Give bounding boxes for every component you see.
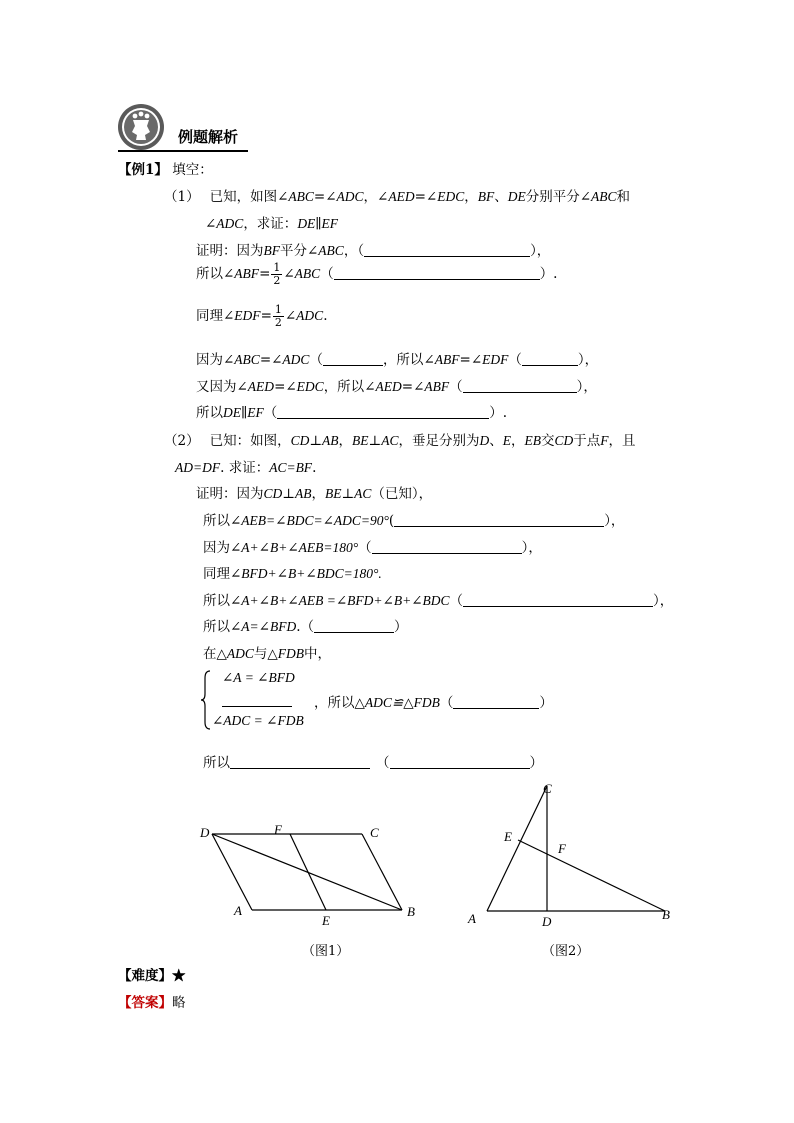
text: ，	[338, 433, 353, 449]
answer-blank[interactable]	[277, 404, 489, 419]
text: ，所以	[323, 379, 365, 395]
answer-value: 略	[172, 995, 186, 1011]
answer-blank[interactable]	[453, 694, 539, 709]
segment-fe	[290, 834, 326, 910]
label-b: B	[662, 907, 670, 922]
answer-blank[interactable]	[323, 351, 383, 366]
fraction-half	[271, 262, 282, 287]
denominator: 2	[274, 316, 282, 329]
text: .	[296, 619, 301, 635]
text: 交	[541, 433, 555, 449]
math: ∠EDF	[223, 308, 261, 323]
math: BE⊥AC	[352, 433, 399, 448]
math: ∠AEB=∠BDC=∠ADC=90°	[230, 513, 389, 528]
text: 平分	[280, 243, 307, 259]
text: ）.	[489, 405, 508, 421]
math: ∠AED	[364, 379, 402, 394]
sys-conclusion	[314, 691, 553, 711]
label-a: A	[234, 903, 242, 918]
math: ∠ADC	[325, 189, 364, 204]
label-d: D	[200, 825, 210, 840]
text: 与	[253, 646, 268, 662]
p2-line2	[175, 456, 316, 476]
text: ，	[511, 433, 525, 449]
text: 已知，如图	[209, 189, 278, 205]
left-brace	[201, 670, 211, 730]
segment-da	[212, 834, 252, 910]
text: （	[309, 352, 323, 368]
text: ）	[529, 755, 543, 771]
text: 、	[494, 189, 508, 205]
p1-step4	[196, 348, 598, 368]
p2-step4	[203, 562, 382, 582]
denominator: 2	[273, 274, 281, 287]
text: 、	[489, 433, 503, 449]
math: ∠ABC	[277, 189, 314, 204]
text: ），	[530, 243, 551, 259]
answer-blank[interactable]	[222, 692, 292, 707]
p1-line1	[164, 185, 630, 205]
figure2	[462, 778, 682, 928]
math: △FDB	[267, 646, 305, 661]
math: BE⊥AC	[324, 486, 372, 501]
figure1	[190, 820, 430, 930]
answer-blank[interactable]	[463, 378, 577, 393]
math: ∠ABF	[413, 379, 450, 394]
math: ∠AED	[377, 189, 415, 204]
text: ），	[577, 352, 599, 368]
math: CD⊥AB	[263, 486, 312, 501]
text: 已知：如图，	[209, 433, 291, 449]
text: 所以	[196, 405, 223, 421]
answer-blank[interactable]	[463, 592, 653, 607]
text: （	[449, 593, 464, 609]
example-task: 填空：	[172, 162, 213, 178]
segment-db	[212, 834, 402, 910]
text: .	[312, 460, 317, 476]
text: =	[259, 352, 272, 368]
text: ），	[653, 593, 674, 609]
text: =	[459, 352, 471, 368]
text: 所以	[203, 593, 230, 609]
text: （	[376, 755, 390, 771]
p1-step6	[196, 401, 507, 421]
math: △ADC	[216, 646, 254, 661]
math: EB	[524, 433, 541, 448]
star-icon: ★	[172, 968, 186, 984]
text: 所以	[196, 266, 223, 282]
text: ，所以	[382, 352, 424, 368]
p1-number: （1）	[164, 189, 200, 205]
math: ∠ABC	[223, 352, 260, 367]
text: =	[313, 189, 326, 205]
answer-blank[interactable]	[230, 754, 370, 769]
text: （	[320, 266, 334, 282]
math: DE∥EF	[223, 405, 264, 420]
math: ∠ABC	[579, 189, 617, 204]
text: ，	[311, 486, 325, 502]
p2-step2	[203, 509, 624, 529]
text: （	[508, 352, 522, 368]
text: (	[388, 513, 395, 529]
label-b: B	[407, 904, 415, 919]
math: ∠ADC	[205, 216, 244, 231]
fraction-half	[273, 304, 284, 329]
math: ∠EDC	[285, 379, 324, 394]
p2-line1	[164, 429, 636, 449]
numerator: 1	[273, 261, 281, 274]
text: ）	[394, 619, 408, 635]
difficulty-label: 【难度】	[118, 968, 172, 984]
text: ，	[343, 243, 358, 259]
text: 因为	[196, 352, 223, 368]
label-f: F	[558, 841, 566, 856]
math: E	[502, 433, 511, 448]
text: （	[358, 540, 372, 556]
answer	[118, 991, 186, 1011]
math: ∠A=∠BFD	[230, 619, 297, 634]
text: 和	[616, 189, 631, 205]
math: ∠BFD+∠B+∠BDC=180°.	[230, 566, 382, 581]
text: .	[323, 308, 328, 324]
text: ）.	[539, 266, 558, 282]
text: 同理	[203, 566, 230, 582]
label-e: E	[504, 829, 512, 844]
text: ），	[521, 540, 542, 556]
figure1-caption: （图1）	[302, 944, 350, 959]
answer-blank[interactable]	[334, 265, 540, 280]
section-title: 例题解析	[178, 128, 239, 146]
text: 因为	[203, 540, 230, 556]
text: ，且	[608, 433, 636, 449]
answer-blank[interactable]	[364, 242, 530, 257]
answer-blank[interactable]	[314, 618, 394, 633]
text: 同理	[196, 308, 223, 324]
p1-step5	[196, 375, 597, 395]
p2-step7	[203, 642, 331, 662]
math: AD=DF	[175, 460, 221, 475]
label-e: E	[322, 913, 330, 928]
p2-step5	[203, 589, 673, 609]
label-f: F	[274, 822, 282, 837]
text: . 求证：	[220, 460, 270, 476]
p2-step6	[203, 615, 408, 635]
text: ，垂足分别为	[398, 433, 480, 449]
text: ，求证：	[243, 216, 298, 232]
p2-step9	[203, 751, 543, 771]
text: 所以	[203, 755, 230, 771]
label-a: A	[468, 911, 476, 926]
text: ，	[464, 189, 478, 205]
text: =	[401, 379, 414, 395]
numerator: 1	[274, 303, 282, 316]
math: △ADC≌△FDB	[354, 695, 440, 710]
text: ，	[363, 189, 378, 205]
math: CD⊥AB	[290, 433, 339, 448]
math: BF	[263, 243, 280, 258]
p2-step3	[203, 536, 542, 556]
label-c: C	[543, 781, 552, 796]
label-d: D	[542, 914, 552, 928]
text: （	[439, 695, 454, 711]
math: ∠A+∠B+∠AEB =∠BFD+∠B+∠BDC	[230, 593, 450, 608]
label-c: C	[370, 825, 379, 840]
text: 所以	[203, 513, 230, 529]
math: CD	[554, 433, 574, 448]
text: ），	[576, 379, 597, 395]
text: =	[274, 379, 286, 395]
difficulty	[118, 964, 186, 984]
text: =	[259, 266, 271, 282]
answer-blank[interactable]	[522, 351, 578, 366]
text: （	[300, 619, 315, 635]
example-label: 【例1】	[118, 162, 168, 178]
text: =	[414, 189, 426, 205]
math: ∠ADC	[271, 352, 310, 367]
math: F	[600, 433, 609, 448]
segment-ac	[487, 786, 547, 911]
example-heading	[118, 158, 213, 178]
text: 在	[203, 646, 217, 662]
p1-line2	[205, 212, 338, 232]
text: 分别平分	[525, 189, 580, 205]
segment-eb	[518, 840, 665, 911]
math: ∠ABF	[223, 266, 260, 281]
text: 中，	[304, 646, 332, 662]
math: ∠A+∠B+∠AEB=180°	[230, 540, 359, 555]
math: ∠ABC	[307, 243, 344, 258]
math: ∠EDC	[425, 189, 465, 204]
sys-line3: ∠ADC = ∠FDB	[212, 713, 304, 728]
math: BF	[477, 189, 495, 204]
text: （	[357, 243, 365, 259]
p2-step1	[196, 482, 432, 502]
text: ，所以	[314, 695, 355, 711]
math: D	[479, 433, 490, 448]
p1-step1	[196, 239, 550, 259]
math: AC=BF	[269, 460, 313, 475]
sys-line1: ∠A = ∠BFD	[222, 670, 295, 685]
chess-piece-icon	[116, 102, 166, 152]
text: 证明：因为	[196, 243, 264, 259]
math: ∠AED	[236, 379, 275, 394]
math: ∠ADC	[284, 308, 324, 323]
text: ）	[539, 695, 553, 711]
math: ∠ABC	[283, 266, 321, 281]
answer-label: 【答案】	[118, 995, 172, 1011]
p2-number: （2）	[164, 433, 200, 449]
text: 所以	[203, 619, 230, 635]
math: DE∥EF	[297, 216, 339, 231]
p1-step2	[196, 262, 557, 287]
figure2-caption: （图2）	[542, 944, 590, 959]
answer-blank[interactable]	[390, 754, 530, 769]
header-divider	[118, 150, 248, 152]
text: （	[449, 379, 463, 395]
text: （	[263, 405, 278, 421]
text: 又因为	[196, 379, 237, 395]
answer-blank[interactable]	[372, 539, 522, 554]
text: （已知），	[371, 486, 433, 502]
answer-blank[interactable]	[394, 512, 604, 527]
text: 于点	[573, 433, 601, 449]
text: 证明：因为	[196, 486, 264, 502]
math: ∠EDF	[470, 352, 509, 367]
math: ∠ABF	[423, 352, 460, 367]
text: =	[260, 308, 272, 324]
math: DE	[507, 189, 526, 204]
text: ），	[604, 513, 625, 529]
p1-step3	[196, 304, 327, 329]
segment-cb	[362, 834, 402, 910]
